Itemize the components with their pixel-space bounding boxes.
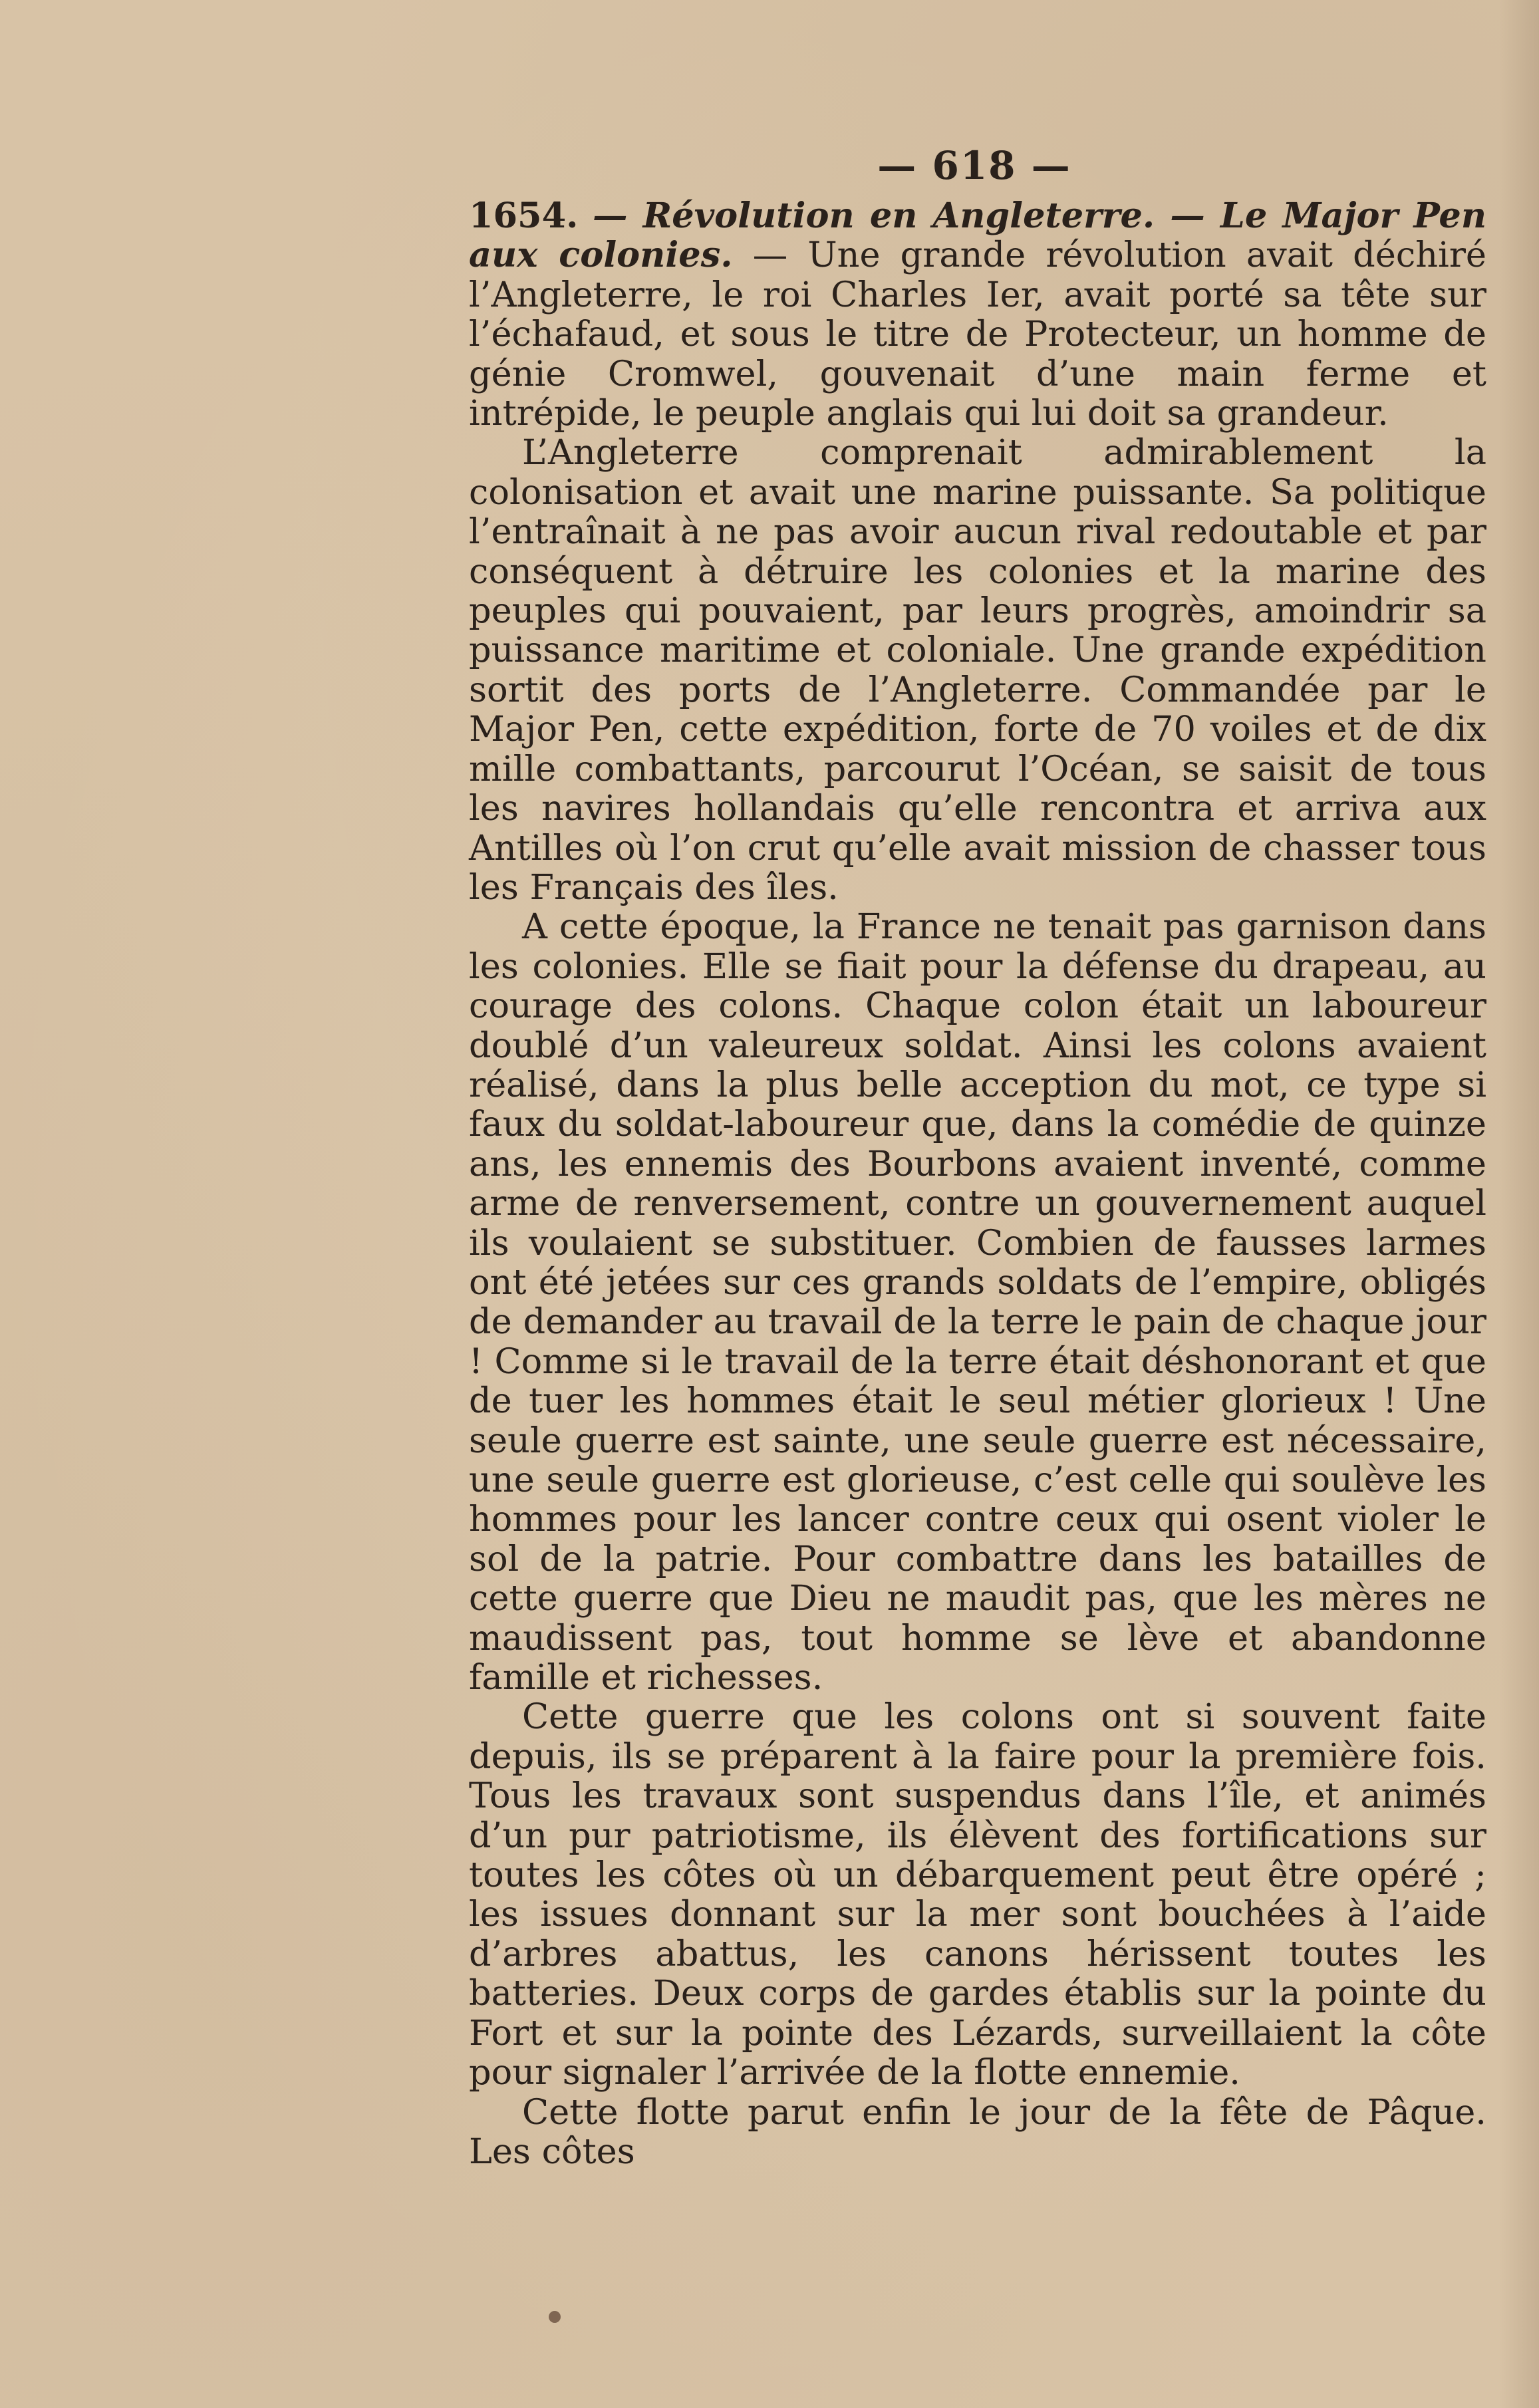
paragraph-3: Cette guerre que les colons ont si souvent faite depuis, ils se préparent à la faire pour la première fois. Tous les travaux sont suspendus dans l’île, et animés d’un pur patriotisme, ils élèvent des fortifications sur toutes les côtes où un débarquement peut être opéré ; les issues donnant sur la mer sont bouchées à l’aide d’arbres abattus, les canons hérissent toutes les batteries. Deux corps de gardes établis sur la pointe du Fort et sur la pointe des Lézards, surveillaient la côte pour signaler l’arrivée de la flotte ennemie. — [469, 1696, 1486, 2093]
body-text — [469, 196, 1486, 2171]
page-edge-shadow — [1499, 0, 1539, 2408]
page-number: — 618 — — [877, 143, 1071, 188]
paragraph-4: Cette flotte parut enfin le jour de la fête de Pâque. Les côtes — [469, 2091, 1486, 2172]
paragraph-2: A cette époque, la France ne tenait pas garnison dans les colonies. Elle se fiait pour la défense du drapeau, au courage des colons. Chaque colon était un laboureur doublé d’un valeureux soldat. Ainsi les colons avaient réalisé, dans la plus belle acception du mot, ce type si faux du soldat-laboureur que, dans la comédie de quinze ans, les ennemis des Bourbons avaient inventé, comme arme de renversement, contre un gouvernement auquel ils voulaient se substituer. Combien de fausses larmes ont été jetées sur ces grands soldats de l’empire, obligés de demander au travail de la terre le pain de chaque jour ! Comme si le travail de la terre était déshonorant et que de tuer les hommes était le seul métier glorieux ! Une seule guerre est sainte, une seule guerre est nécessaire, une seule guerre est glorieuse, c’est celle qui soulève les hommes pour les lancer contre ceux qui osent violer le sol de la patrie. Pour combattre dans les batailles de cette guerre que Dieu ne maudit pas, que les mères ne maudissent pas, tout homme se lève et abandonne famille et richesses. — [469, 906, 1486, 1698]
section-title: — Révolution en Angleterre. — Le Major Pen aux colonies. — [469, 196, 1486, 276]
section-heading-paragraph — [469, 196, 1486, 433]
section-number: 1654. — [469, 196, 579, 236]
section-lead-text: — Une grande révolution avait déchiré l’Angleterre, le roi Charles Ier, avait porté sa tête sur l’échafaud, et sous le titre de Protecteur, un homme de génie Cromwel, gouvenait d’une main ferme et intrépide, le peuple anglais qui lui doit sa grandeur. — [469, 235, 1486, 434]
paragraph-1: L’Angleterre comprenait admirablement la colonisation et avait une marine puissante. Sa politique l’entraînait à ne pas avoir aucun rival redoutable et par conséquent à détruire les colonies et la marine des peuples qui pouvaient, par leurs progrès, amoindrir sa puissance maritime et coloniale. Une grande expédition sortit des ports de l’Angleterre. Commandée par le Major Pen, cette expédition, forte de 70 voiles et de dix mille combattants, parcourut l’Océan, se saisit de tous les navires hollandais qu’elle rencontra et arriva aux Antilles où l’on crut qu’elle avait mission de chasser tous les Français des îles. — [469, 432, 1486, 908]
ink-spot — [549, 2311, 561, 2323]
